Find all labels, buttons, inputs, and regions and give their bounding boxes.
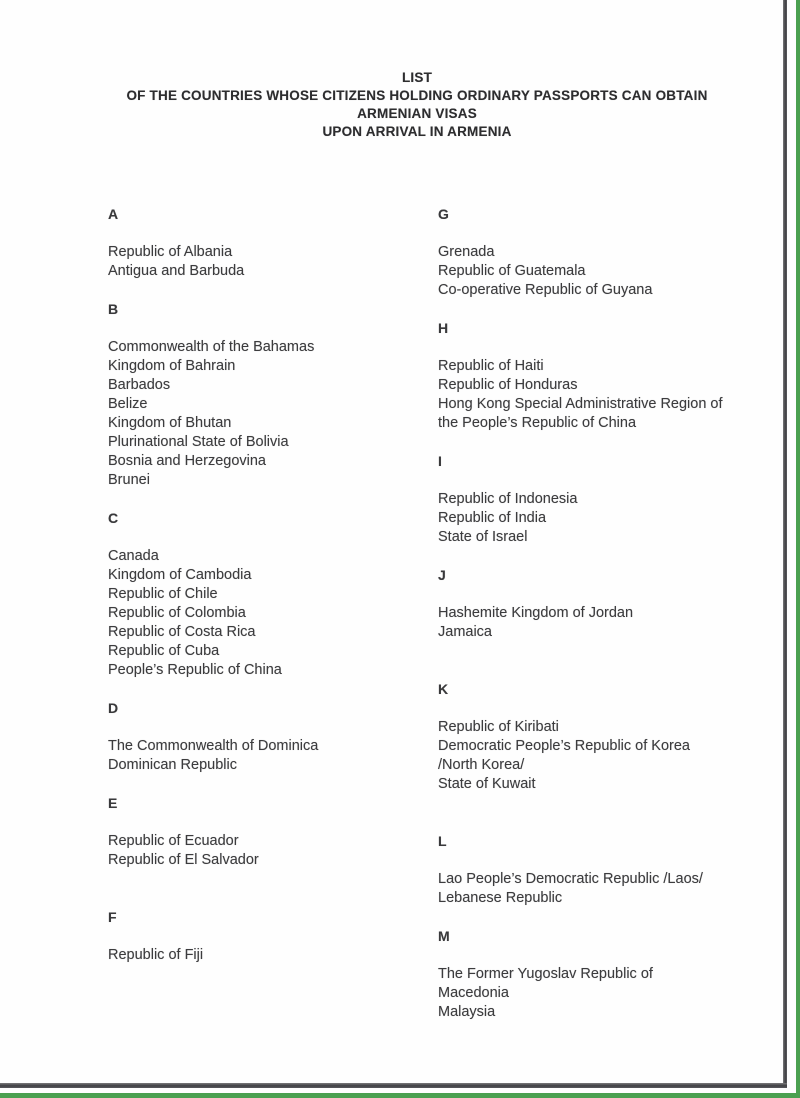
country-list-L — [438, 870, 778, 908]
title-line-3: ARMENIAN VISAS — [357, 106, 477, 121]
section-letter-F: F — [108, 909, 117, 925]
page-edge-gray-vertical — [783, 0, 787, 1088]
country-line: Republic of Cuba — [108, 643, 220, 659]
country-line: Republic of Fiji — [108, 947, 204, 963]
country-line: Republic of Indonesia — [438, 491, 578, 507]
section-J — [438, 566, 778, 642]
section-letter-H: H — [438, 320, 449, 336]
country-line: the People’s Republic of China — [438, 415, 637, 431]
section-letter-J: J — [438, 567, 446, 583]
country-list-A — [108, 243, 448, 281]
country-line: /North Korea/ — [438, 757, 525, 773]
section-letter-M: M — [438, 928, 450, 944]
country-line: Co-operative Republic of Guyana — [438, 282, 653, 298]
country-list-H — [438, 357, 778, 433]
country-line: Republic of Costa Rica — [108, 624, 256, 640]
country-line: State of Kuwait — [438, 776, 536, 792]
section-C — [108, 509, 448, 680]
section-letter-B: B — [108, 301, 119, 317]
page-edge-gray-horizontal — [0, 1083, 787, 1088]
country-line: Plurinational State of Bolivia — [108, 434, 289, 450]
country-line: People’s Republic of China — [108, 662, 282, 678]
country-line: Republic of Honduras — [438, 377, 578, 393]
section-letter-K: K — [438, 681, 449, 697]
country-line: Republic of Kiribati — [438, 719, 559, 735]
country-list-B — [108, 338, 448, 490]
section-B — [108, 300, 448, 490]
section-letter-L: L — [438, 833, 447, 849]
country-line: Republic of Ecuador — [108, 833, 239, 849]
country-list-J — [438, 604, 778, 642]
country-line: The Former Yugoslav Republic of — [438, 966, 653, 982]
country-line: Republic of Guatemala — [438, 263, 586, 279]
section-letter-E: E — [108, 795, 118, 811]
country-line: Republic of Albania — [108, 244, 233, 260]
country-line: Republic of India — [438, 510, 547, 526]
section-letter-I: I — [438, 453, 442, 469]
country-line: State of Israel — [438, 529, 528, 545]
country-line: Lebanese Republic — [438, 890, 563, 906]
country-line: Dominican Republic — [108, 757, 237, 773]
section-E — [108, 794, 448, 870]
country-line: Belize — [108, 396, 148, 412]
country-line: Canada — [108, 548, 159, 564]
section-I — [438, 452, 778, 547]
section-letter-C: C — [108, 510, 119, 526]
country-list-F — [108, 946, 448, 965]
country-line: Republic of Haiti — [438, 358, 544, 374]
country-line: Kingdom of Bhutan — [108, 415, 232, 431]
country-list-K — [438, 718, 778, 794]
page-edge-green-vertical — [796, 0, 800, 1098]
country-line: Republic of Chile — [108, 586, 218, 602]
section-K — [438, 680, 778, 794]
section-L — [438, 832, 778, 908]
country-line: Antigua and Barbuda — [108, 263, 245, 279]
country-line: Republic of Colombia — [108, 605, 246, 621]
country-line: Macedonia — [438, 985, 509, 1001]
section-G — [438, 205, 778, 300]
country-line: Malaysia — [438, 1004, 496, 1020]
country-list-M — [438, 965, 778, 1022]
section-letter-G: G — [438, 206, 449, 222]
country-line: Republic of El Salvador — [108, 852, 259, 868]
country-column-left — [108, 0, 448, 1098]
title-line-4: UPON ARRIVAL IN ARMENIA — [322, 124, 512, 139]
title-line-1: LIST — [401, 70, 433, 85]
country-list-I — [438, 490, 778, 547]
country-line: Kingdom of Bahrain — [108, 358, 236, 374]
country-column-right — [438, 0, 778, 1098]
country-line: Hashemite Kingdom of Jordan — [438, 605, 634, 621]
country-line: Bosnia and Herzegovina — [108, 453, 266, 469]
section-F — [108, 908, 448, 965]
country-line: Hong Kong Special Administrative Region of — [438, 396, 723, 412]
country-line: Brunei — [108, 472, 150, 488]
country-line: The Commonwealth of Dominica — [108, 738, 319, 754]
country-line: Grenada — [438, 244, 495, 260]
country-line: Lao People’s Democratic Republic /Laos/ — [438, 871, 703, 887]
country-line: Jamaica — [438, 624, 492, 640]
section-A — [108, 205, 448, 281]
section-M — [438, 927, 778, 1022]
page-edge-green-horizontal — [0, 1093, 800, 1098]
country-list-C — [108, 547, 448, 680]
country-list-G — [438, 243, 778, 300]
country-list-D — [108, 737, 448, 775]
country-line: Barbados — [108, 377, 171, 393]
section-H — [438, 319, 778, 433]
title-line-2: OF THE COUNTRIES WHOSE CITIZENS HOLDING ORDINARY PASSPORTS CAN OBTAIN — [126, 88, 708, 103]
country-line: Kingdom of Cambodia — [108, 567, 252, 583]
country-line: Commonwealth of the Bahamas — [108, 339, 315, 355]
country-line: Democratic People’s Republic of Korea — [438, 738, 691, 754]
section-letter-D: D — [108, 700, 119, 716]
country-list-E — [108, 832, 448, 870]
section-letter-A: A — [108, 206, 119, 222]
section-D — [108, 699, 448, 775]
